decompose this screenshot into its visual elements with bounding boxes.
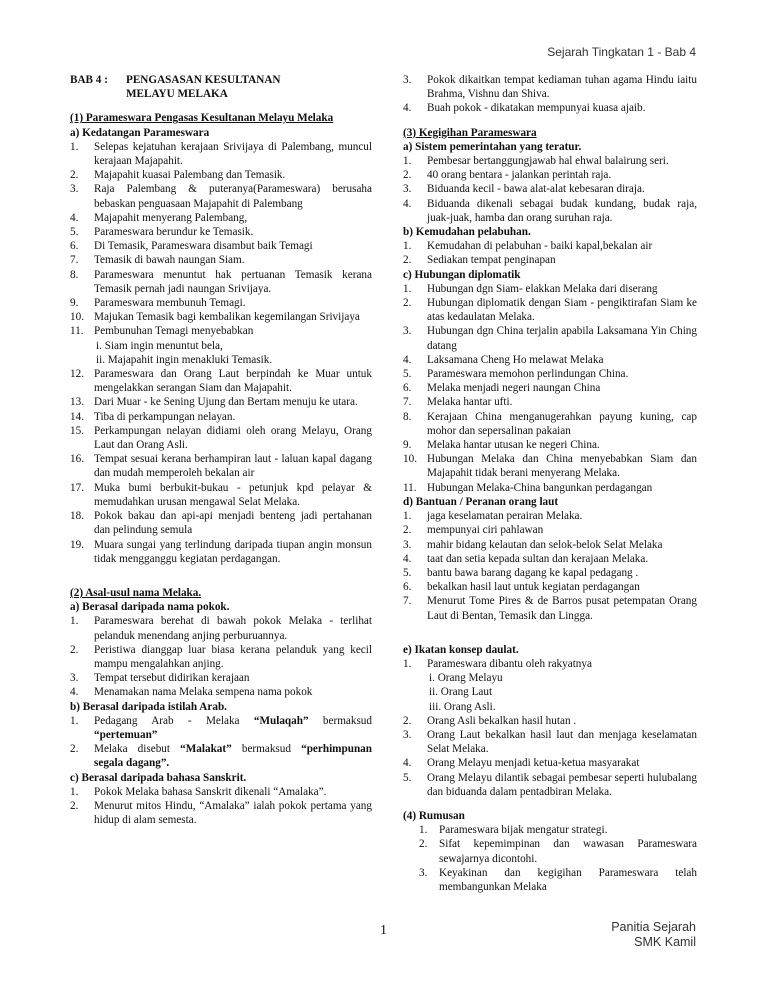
sub-item: i. Orang Melayu	[429, 672, 503, 685]
section-2b-heading: b) Berasal daripada istilah Arab.	[70, 700, 227, 713]
section-3c-heading: c) Hubungan diplomatik	[403, 268, 521, 281]
section-1a-heading: a) Kedatangan Parameswara	[70, 126, 210, 139]
list-item: 9. Parameswara membunuh Temagi.	[70, 297, 246, 310]
section-2-heading: (2) Asal-usul nama Melaka.	[70, 586, 202, 599]
list-item: 11. Hubungan Melaka-China bangunkan perdagangan	[403, 481, 653, 494]
footer	[611, 920, 696, 950]
list-item: 8. Parameswara menuntut hak pertuanan Temasik kerana Temasik pernah jadi naungan Srivijaya.	[70, 268, 372, 295]
sub-item: ii. Orang Laut	[429, 686, 493, 699]
list-item: 11. Pembunuhan Temagi menyebabkan	[70, 325, 254, 338]
section-3d-heading: d) Bantuan / Peranan orang laut	[403, 495, 559, 508]
list-item: 17. Muka bumi berbukit-bukau - petunjuk kpd pelayar & memudahkan urusan mengawal Selat Melaka.	[70, 481, 372, 508]
section-4-heading: (4) Rumusan	[403, 809, 465, 822]
chapter-title-line2: MELAYU MELAKA	[126, 88, 228, 101]
right-column	[403, 73, 697, 894]
list-item: 4. Biduanda dikenali sebagai budak kundang, budak raja, juak-juak, hamba dan orang suruhan raja.	[403, 197, 697, 224]
list-item: 7. Melaka hantar ufti.	[403, 396, 513, 409]
footer-line-2: SMK Kamil	[634, 935, 696, 949]
chapter-title	[70, 73, 372, 101]
list-item: 15. Perkampungan nelayan didiami oleh orang Melayu, Orang Laut dan Orang Asli.	[70, 424, 372, 452]
list-item: 16. Tempat sesuai kerana berhampiran laut - laluan kapal dagang dan mudah memperoleh bekalan air	[70, 453, 372, 480]
list-item: 1. Parameswara dibantu oleh rakyatnya	[403, 657, 592, 670]
section-3e-list	[403, 714, 697, 799]
section-1a-list	[70, 140, 372, 566]
section-4-list	[403, 823, 697, 894]
list-item: 2. Majapahit kuasai Palembang dan Temasik.	[70, 169, 286, 182]
list-item: 1. jaga keselamatan perairan Melaka.	[403, 510, 583, 523]
list-item: 19. Muara sungai yang terlindung daripada tiupan angin monsun tidak mengganggu kegiatan perdagangan.	[70, 538, 372, 565]
list-item: 12. Parameswara dan Orang Laut berpindah ke Muar untuk mengelakkan serangan Siam dan Majapahit.	[70, 368, 372, 395]
list-item: 2. Hubungan diplomatik dengan Siam - pengiktirafan Siam ke atas kedaulatan Melaka.	[403, 297, 697, 324]
list-item: 2. Menurut mitos Hindu, “Amalaka” ialah pokok pertama yang hidup di alam semesta.	[70, 799, 372, 827]
list-item: 3. Orang Laut bekalkan hasil laut dan menjaga keselamatan Selat Melaka.	[403, 728, 697, 756]
list-item: 5. Parameswara memohon perlindungan China.	[403, 368, 629, 381]
section-3b-heading: b) Kemudahan pelabuhan.	[403, 226, 531, 239]
list-item: 6. Di Temasik, Parameswara disambut baik Temagi	[70, 240, 313, 253]
list-item: 1. Pokok Melaka bahasa Sanskrit dikenali “Amalaka”.	[70, 785, 327, 798]
list-item: 2. 40 orang bentara - jalankan perintah raja.	[403, 169, 612, 182]
sub-item: i. Siam ingin menuntut bela,	[96, 339, 223, 352]
section-3c-list	[403, 282, 697, 495]
list-item: 7. Menurut Tome Pires & de Barros pusat petempatan Orang Laut di Bentan, Temasik dan Lingga.	[403, 595, 697, 622]
list-item: 4. Majapahit menyerang Palembang,	[70, 211, 248, 224]
list-item: 1. Parameswara berehat di bawah pokok Melaka - terlihat pelanduk menendang anjing perburuannya.	[70, 615, 372, 642]
list-item: 3. Biduanda kecil - bawa alat-alat kebesaran diraja.	[403, 183, 645, 196]
list-item: 3. Pokok dikaitkan tempat kediaman tuhan agama Hindu iaitu Brahma, Vishnu dan Shiva.	[403, 74, 697, 101]
list-item: 2. Peristiwa dianggap luar biasa kerana pelanduk yang kecil mampu mengalahkan anjing.	[70, 643, 372, 670]
section-3-heading: (3) Kegigihan Parameswara	[403, 126, 537, 139]
list-item: 7. Temasik di bawah naungan Siam.	[70, 254, 245, 267]
list-item: 2. Melaka disebut “Malakat” bermaksud “perhimpunan segala dagang”.	[70, 743, 372, 770]
list-item: 10. Majukan Temasik bagi kembalikan kegemilangan Srivijaya	[70, 311, 360, 324]
list-item: 4. Orang Melayu menjadi ketua-ketua masyarakat	[403, 757, 640, 770]
section-2a-heading: a) Berasal daripada nama pokok.	[70, 601, 230, 614]
list-item: 3. Raja Palembang & puteranya(Parameswara) berusaha bebaskan penguasaan Majapahit di Palembang	[70, 183, 372, 210]
list-item: 4. Buah pokok - dikatakan mempunyai kuasa ajaib.	[403, 102, 646, 115]
footer-line-1: Panitia Sejarah	[611, 920, 696, 934]
continued-list	[403, 73, 697, 116]
list-item: 1. Parameswara bijak mengatur strategi.	[419, 824, 608, 837]
page-number: 1	[380, 923, 387, 938]
section-2a-list	[70, 614, 372, 699]
list-item: 2. Orang Asli bekalkan hasil hutan .	[403, 714, 577, 727]
section-2c-heading: c) Berasal daripada bahasa Sanskrit.	[70, 771, 247, 784]
list-item: 18. Pokok bakau dan api-api menjadi benteng jadi pertahanan dan pelindung semula	[70, 510, 372, 537]
list-item: 2. Sediakan tempat penginapan	[403, 254, 556, 267]
sub-item: iii. Orang Asli.	[429, 700, 496, 713]
list-item: 1. Hubungan dgn Siam- elakkan Melaka dari diserang	[403, 282, 658, 295]
section-3e-sublist	[403, 671, 697, 714]
chapter-title-line1: PENGASASAN KESULTANAN	[126, 74, 281, 86]
section-3b-list	[403, 239, 697, 267]
list-item: 9. Melaka hantar utusan ke negeri China.	[403, 439, 600, 452]
sub-item: ii. Majapahit ingin menakluki Temasik.	[96, 353, 273, 366]
section-2c-list	[70, 785, 372, 828]
list-item: 1. Selepas kejatuhan kerajaan Srivijaya di Palembang, muncul kerajaan Majapahit.	[70, 140, 372, 168]
list-item: 2. mempunyai ciri pahlawan	[403, 524, 544, 537]
list-item: 4. Menamakan nama Melaka sempena nama pokok	[70, 686, 313, 699]
list-item: 6. Melaka menjadi negeri naungan China	[403, 382, 601, 395]
section-3e-heading: e) Ikatan konsep daulat.	[403, 643, 519, 656]
list-item: 14. Tiba di perkampungan nelayan.	[70, 410, 236, 423]
list-item: 5. Orang Melayu dilantik sebagai pembesar seperti hulubalang dan biduanda dalam pentadbiran Melaka.	[403, 771, 697, 798]
list-item: 1. Kemudahan di pelabuhan - baiki kapal,bekalan air	[403, 240, 653, 253]
list-item: 5. Parameswara berundur ke Temasik.	[70, 226, 254, 239]
list-item: 1. Pedagang Arab - Melaka “Mulaqah” bermaksud “pertemuan”	[70, 714, 372, 741]
list-item: 13. Dari Muar - ke Sening Ujung dan Bertam menuju ke utara.	[70, 396, 358, 409]
list-item: 4. taat dan setia kepada sultan dan kerajaan Melaka.	[403, 552, 649, 565]
list-item: 10. Hubungan Melaka dan China menyebabkan Siam dan Majapahit tidak berani menyerang Melaka.	[403, 453, 697, 480]
section-3a-heading: a) Sistem pemerintahan yang teratur.	[403, 140, 582, 153]
list-item: 3. Tempat tersebut didirikan kerajaan	[70, 672, 250, 685]
list-item: 5. bantu bawa barang dagang ke kapal pedagang .	[403, 566, 639, 579]
list-item: 6. bekalkan hasil laut untuk kegiatan perdagangan	[403, 581, 640, 594]
list-item: 1. Pembesar bertanggungjawab hal ehwal balairung seri.	[403, 155, 669, 168]
section-1-heading: (1) Parameswara Pengasas Kesultanan Melayu Melaka	[70, 112, 334, 125]
list-item: 4. Laksamana Cheng Ho melawat Melaka	[403, 353, 604, 366]
list-item: 2. Sifat kepemimpinan dan wawasan Parameswara sewajarnya dicontohi.	[419, 838, 697, 865]
list-item: 3. Keyakinan dan kegigihan Parameswara telah membangunkan Melaka	[419, 866, 697, 893]
section-3a-list	[403, 154, 697, 225]
chapter-label: BAB 4 :	[70, 74, 108, 86]
page-header: Sejarah Tingkatan 1 - Bab 4	[547, 45, 696, 59]
list-item: 8. Kerajaan China menganugerahkan payung kuning, cap mohor dan sepersalinan pakaian	[403, 410, 697, 437]
left-column	[70, 73, 372, 827]
section-3d-list	[403, 509, 697, 623]
list-item: 3. Hubungan dgn China terjalin apabila Laksamana Yin Ching datang	[403, 325, 697, 352]
list-item: 3. mahir bidang kelautan dan selok-belok Selat Melaka	[403, 538, 663, 551]
